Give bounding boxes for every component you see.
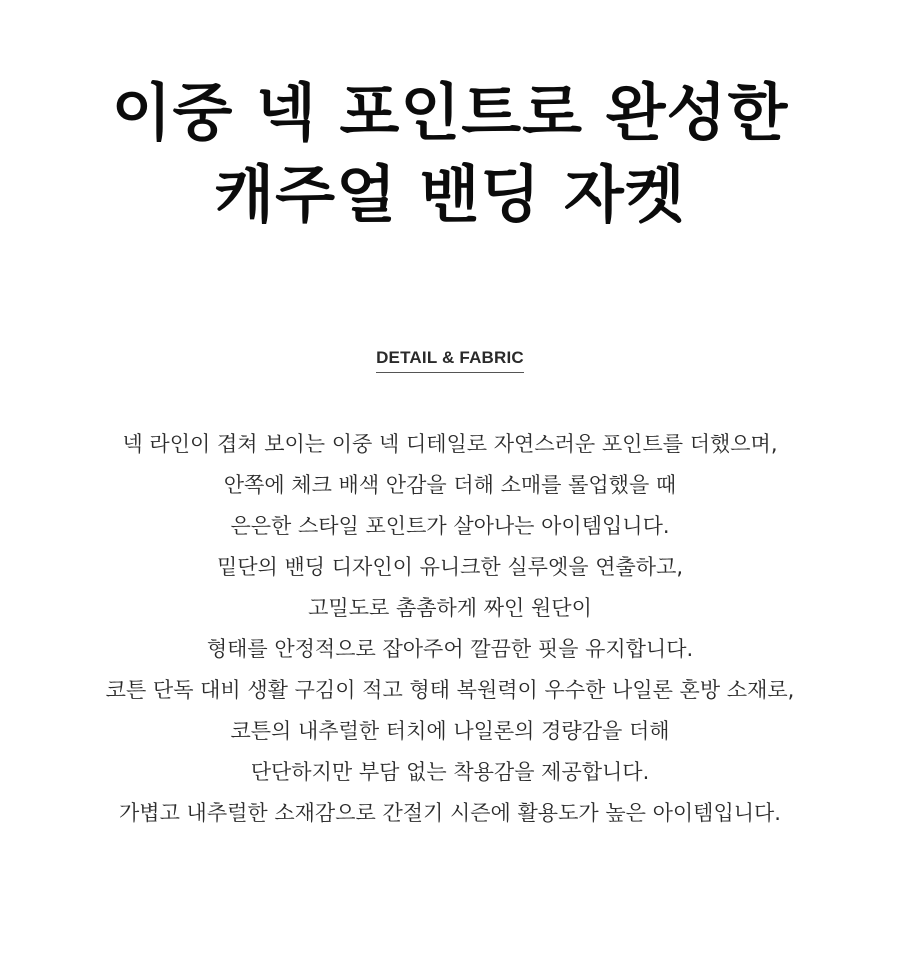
description-line: 안쪽에 체크 배색 안감을 더해 소매를 롤업했을 때: [223, 473, 677, 497]
description-line: 넥 라인이 겹쳐 보이는 이중 넥 디테일로 자연스러운 포인트를 더했으며,: [122, 432, 778, 456]
headline-line-1: 이중 넥 포인트로 완성한: [111, 76, 789, 149]
description-line: 은은한 스타일 포인트가 살아나는 아이템입니다.: [230, 514, 670, 538]
description-line: 가볍고 내추럴한 소재감으로 간절기 시즌에 활용도가 높은 아이템입니다.: [119, 801, 781, 825]
product-headline: [0, 72, 900, 236]
product-description: [0, 424, 900, 834]
description-line: 코튼의 내추럴한 터치에 나일론의 경량감을 더해: [230, 719, 670, 743]
description-line: 코튼 단독 대비 생활 구김이 적고 형태 복원력이 우수한 나일론 혼방 소재로,: [105, 678, 795, 702]
description-line: 밑단의 밴딩 디자인이 유니크한 실루엣을 연출하고,: [216, 555, 684, 579]
description-line: 단단하지만 부담 없는 착용감을 제공합니다.: [250, 760, 650, 784]
description-line: 형태를 안정적으로 잡아주어 깔끔한 핏을 유지합니다.: [206, 637, 694, 661]
section-label-detail-fabric: DETAIL & FABRIC: [376, 348, 524, 373]
section-label-container: [0, 348, 900, 373]
headline-line-2: 캐주얼 밴딩 자켓: [214, 158, 686, 231]
description-line: 고밀도로 촘촘하게 짜인 원단이: [308, 596, 592, 620]
